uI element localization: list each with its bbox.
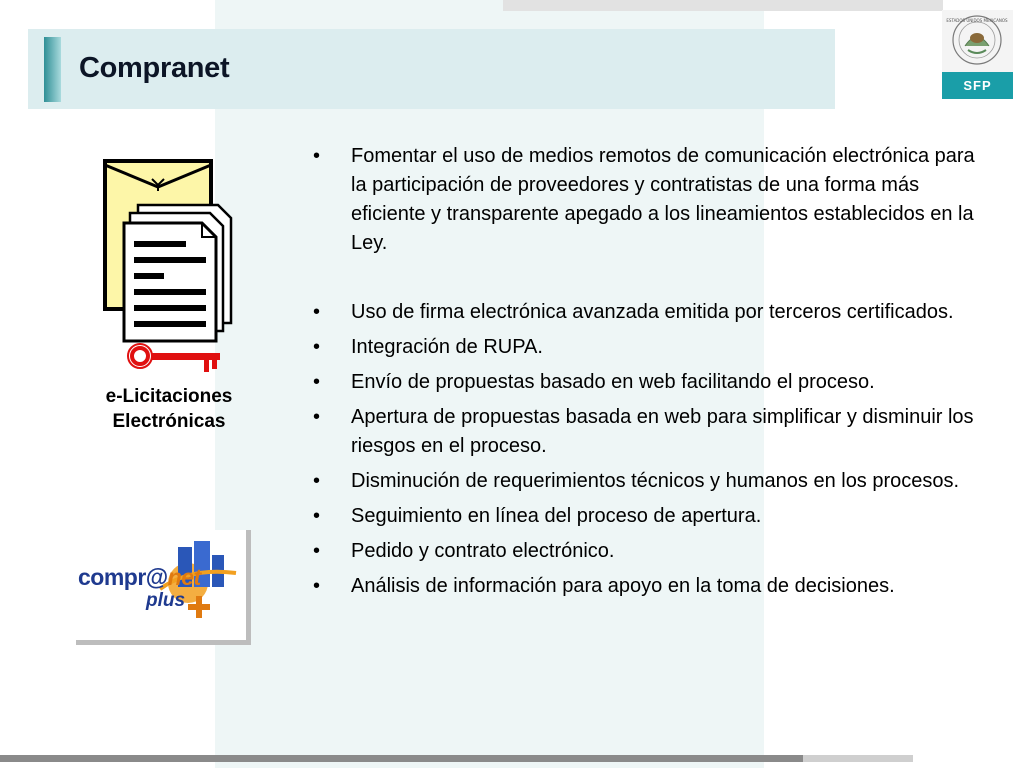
bullet-item: • Seguimiento en línea del proceso de apertura.: [307, 502, 977, 531]
seal-text: ESTADOS UNIDOS MEXICANOS: [946, 18, 1008, 23]
bullet-list: [307, 142, 977, 607]
compranet-logo-part2: net: [167, 564, 201, 590]
caption-line-1: e-Licitaciones: [105, 386, 233, 407]
compranet-logo-part1: compr@: [78, 564, 168, 590]
bullet-item: • Envío de propuestas basado en web facilitando el proceso.: [307, 368, 977, 397]
bottom-decorative-bar-light: [803, 755, 913, 762]
compranet-plus-label: plus: [146, 590, 186, 611]
e-licitaciones-illustration: [100, 155, 235, 385]
bullet-item: • Fomentar el uso de medios remotos de comunicación electrónica para la participación de proveedores y contratistas de una forma más eficiente y transparente apegado a los lineamientos establecidos en la Ley.: [307, 142, 977, 258]
bullet-item: • Apertura de propuestas basada en web para simplificar y disminuir los riesgos en el proceso.: [307, 403, 977, 461]
plus-icon: [186, 594, 212, 620]
compranet-logo: [78, 564, 201, 591]
sfp-label: SFP: [942, 72, 1013, 99]
bullet-item: • Integración de RUPA.: [307, 333, 977, 362]
bottom-decorative-bar: [0, 755, 803, 762]
top-decorative-bar: [503, 0, 943, 11]
mexico-seal-icon: [942, 10, 1013, 72]
caption-line-2: Electrónicas: [112, 411, 226, 432]
bullet-item: • Uso de firma electrónica avanzada emitida por terceros certificados.: [307, 298, 977, 327]
documents-icon: [124, 205, 231, 341]
bullet-item: • Pedido y contrato electrónico.: [307, 537, 977, 566]
title-accent-bar: [44, 37, 61, 102]
key-icon: [128, 344, 220, 372]
bullet-item: • Disminución de requerimientos técnicos y humanos en los procesos.: [307, 467, 977, 496]
page-title: Compranet: [79, 52, 230, 84]
bullet-item: • Análisis de información para apoyo en la toma de decisiones.: [307, 572, 977, 601]
illustration-caption: [80, 384, 258, 434]
